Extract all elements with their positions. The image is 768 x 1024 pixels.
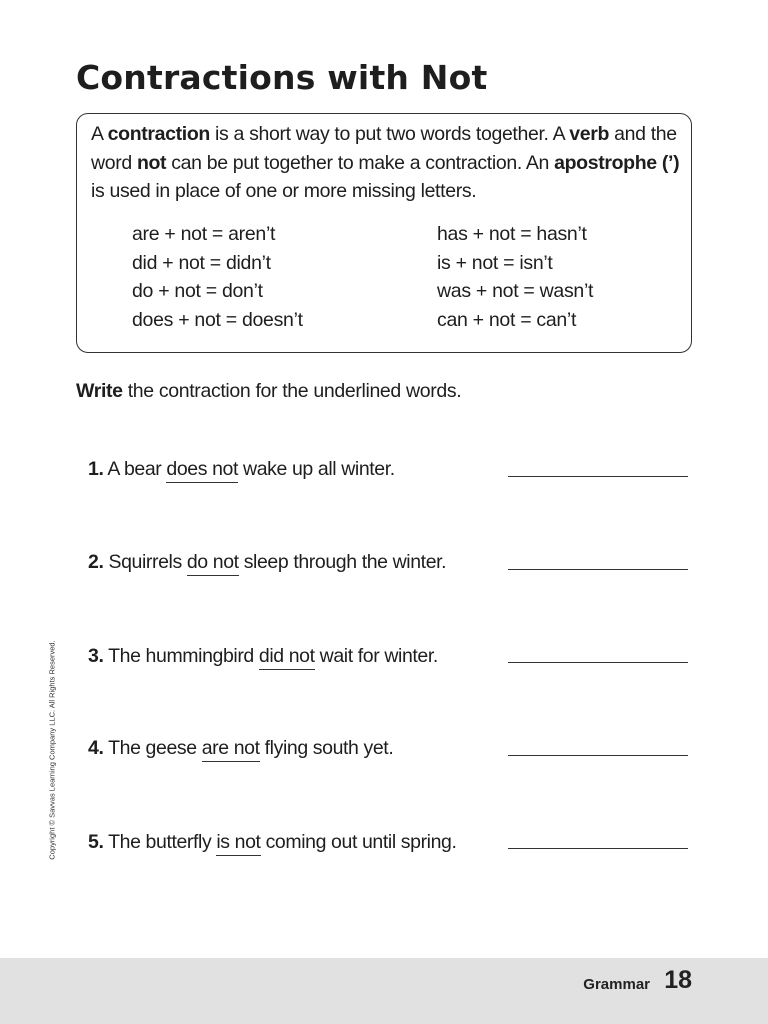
underlined-words: did not — [259, 645, 315, 670]
directions — [76, 378, 461, 404]
intro-text: A — [91, 123, 108, 145]
page-number: 18 — [664, 966, 692, 994]
question-number: 4. — [88, 737, 104, 759]
question-text: The geese — [103, 737, 202, 759]
question-1 — [88, 456, 395, 486]
rule-box — [76, 113, 692, 353]
page-title: Contractions with Not — [76, 58, 488, 97]
question-3 — [88, 643, 438, 673]
question-text: The hummingbird — [103, 645, 259, 667]
examples-right-column — [437, 220, 593, 334]
question-number: 2. — [88, 551, 104, 573]
answer-line-3[interactable] — [508, 662, 688, 663]
question-number: 3. — [88, 645, 104, 667]
answer-line-2[interactable] — [508, 569, 688, 570]
answer-line-1[interactable] — [508, 476, 688, 477]
question-text: flying south yet. — [259, 737, 394, 759]
copyright-notice: Copyright © Savvas Learning Company LLC. All Rights Reserved. — [47, 640, 57, 860]
example-item: do + not = don’t — [132, 280, 263, 302]
question-5 — [88, 829, 457, 859]
example-item: has + not = hasn’t — [437, 223, 587, 245]
term-verb: verb — [569, 123, 610, 145]
underlined-words: is not — [216, 831, 260, 856]
intro-text: and the word — [91, 123, 677, 174]
directions-verb: Write — [76, 380, 123, 402]
intro-text: is a short way to put two words together. A — [209, 123, 570, 145]
question-text: wake up all winter. — [238, 458, 395, 480]
underlined-words: are not — [202, 737, 260, 762]
intro-text: is used in place of one or more missing letters. — [91, 180, 477, 202]
question-text: Squirrels — [103, 551, 187, 573]
question-text: coming out until spring. — [260, 831, 457, 853]
question-text: wait for winter. — [314, 645, 438, 667]
example-item: is + not = isn’t — [437, 251, 553, 274]
term-contraction: contraction — [107, 123, 210, 145]
page-footer — [0, 958, 768, 1024]
intro-text: can be put together to make a contraction. An — [166, 151, 555, 174]
answer-line-5[interactable] — [508, 848, 688, 849]
footer-section-label: Grammar — [583, 976, 650, 993]
directions-text: the contraction for the underlined words. — [122, 380, 462, 402]
question-number: 1. — [88, 458, 104, 480]
question-text: The butterfly — [103, 831, 217, 853]
examples-left-column — [132, 220, 303, 334]
term-apostrophe: apostrophe (’) — [554, 151, 680, 174]
example-item: can + not = can’t — [437, 308, 577, 331]
question-text: sleep through the winter. — [238, 551, 447, 573]
example-item: was + not = wasn’t — [437, 280, 594, 302]
example-item: did + not = didn’t — [132, 251, 271, 274]
question-2 — [88, 549, 446, 579]
intro-paragraph — [91, 120, 681, 206]
question-4 — [88, 735, 393, 765]
underlined-words: do not — [187, 551, 239, 576]
question-text: A bear — [103, 458, 167, 480]
question-number: 5. — [88, 831, 104, 853]
example-item: are + not = aren’t — [132, 223, 276, 245]
example-item: does + not = doesn’t — [132, 308, 303, 331]
term-not: not — [136, 151, 167, 174]
underlined-words: does not — [166, 458, 238, 483]
answer-line-4[interactable] — [508, 755, 688, 756]
